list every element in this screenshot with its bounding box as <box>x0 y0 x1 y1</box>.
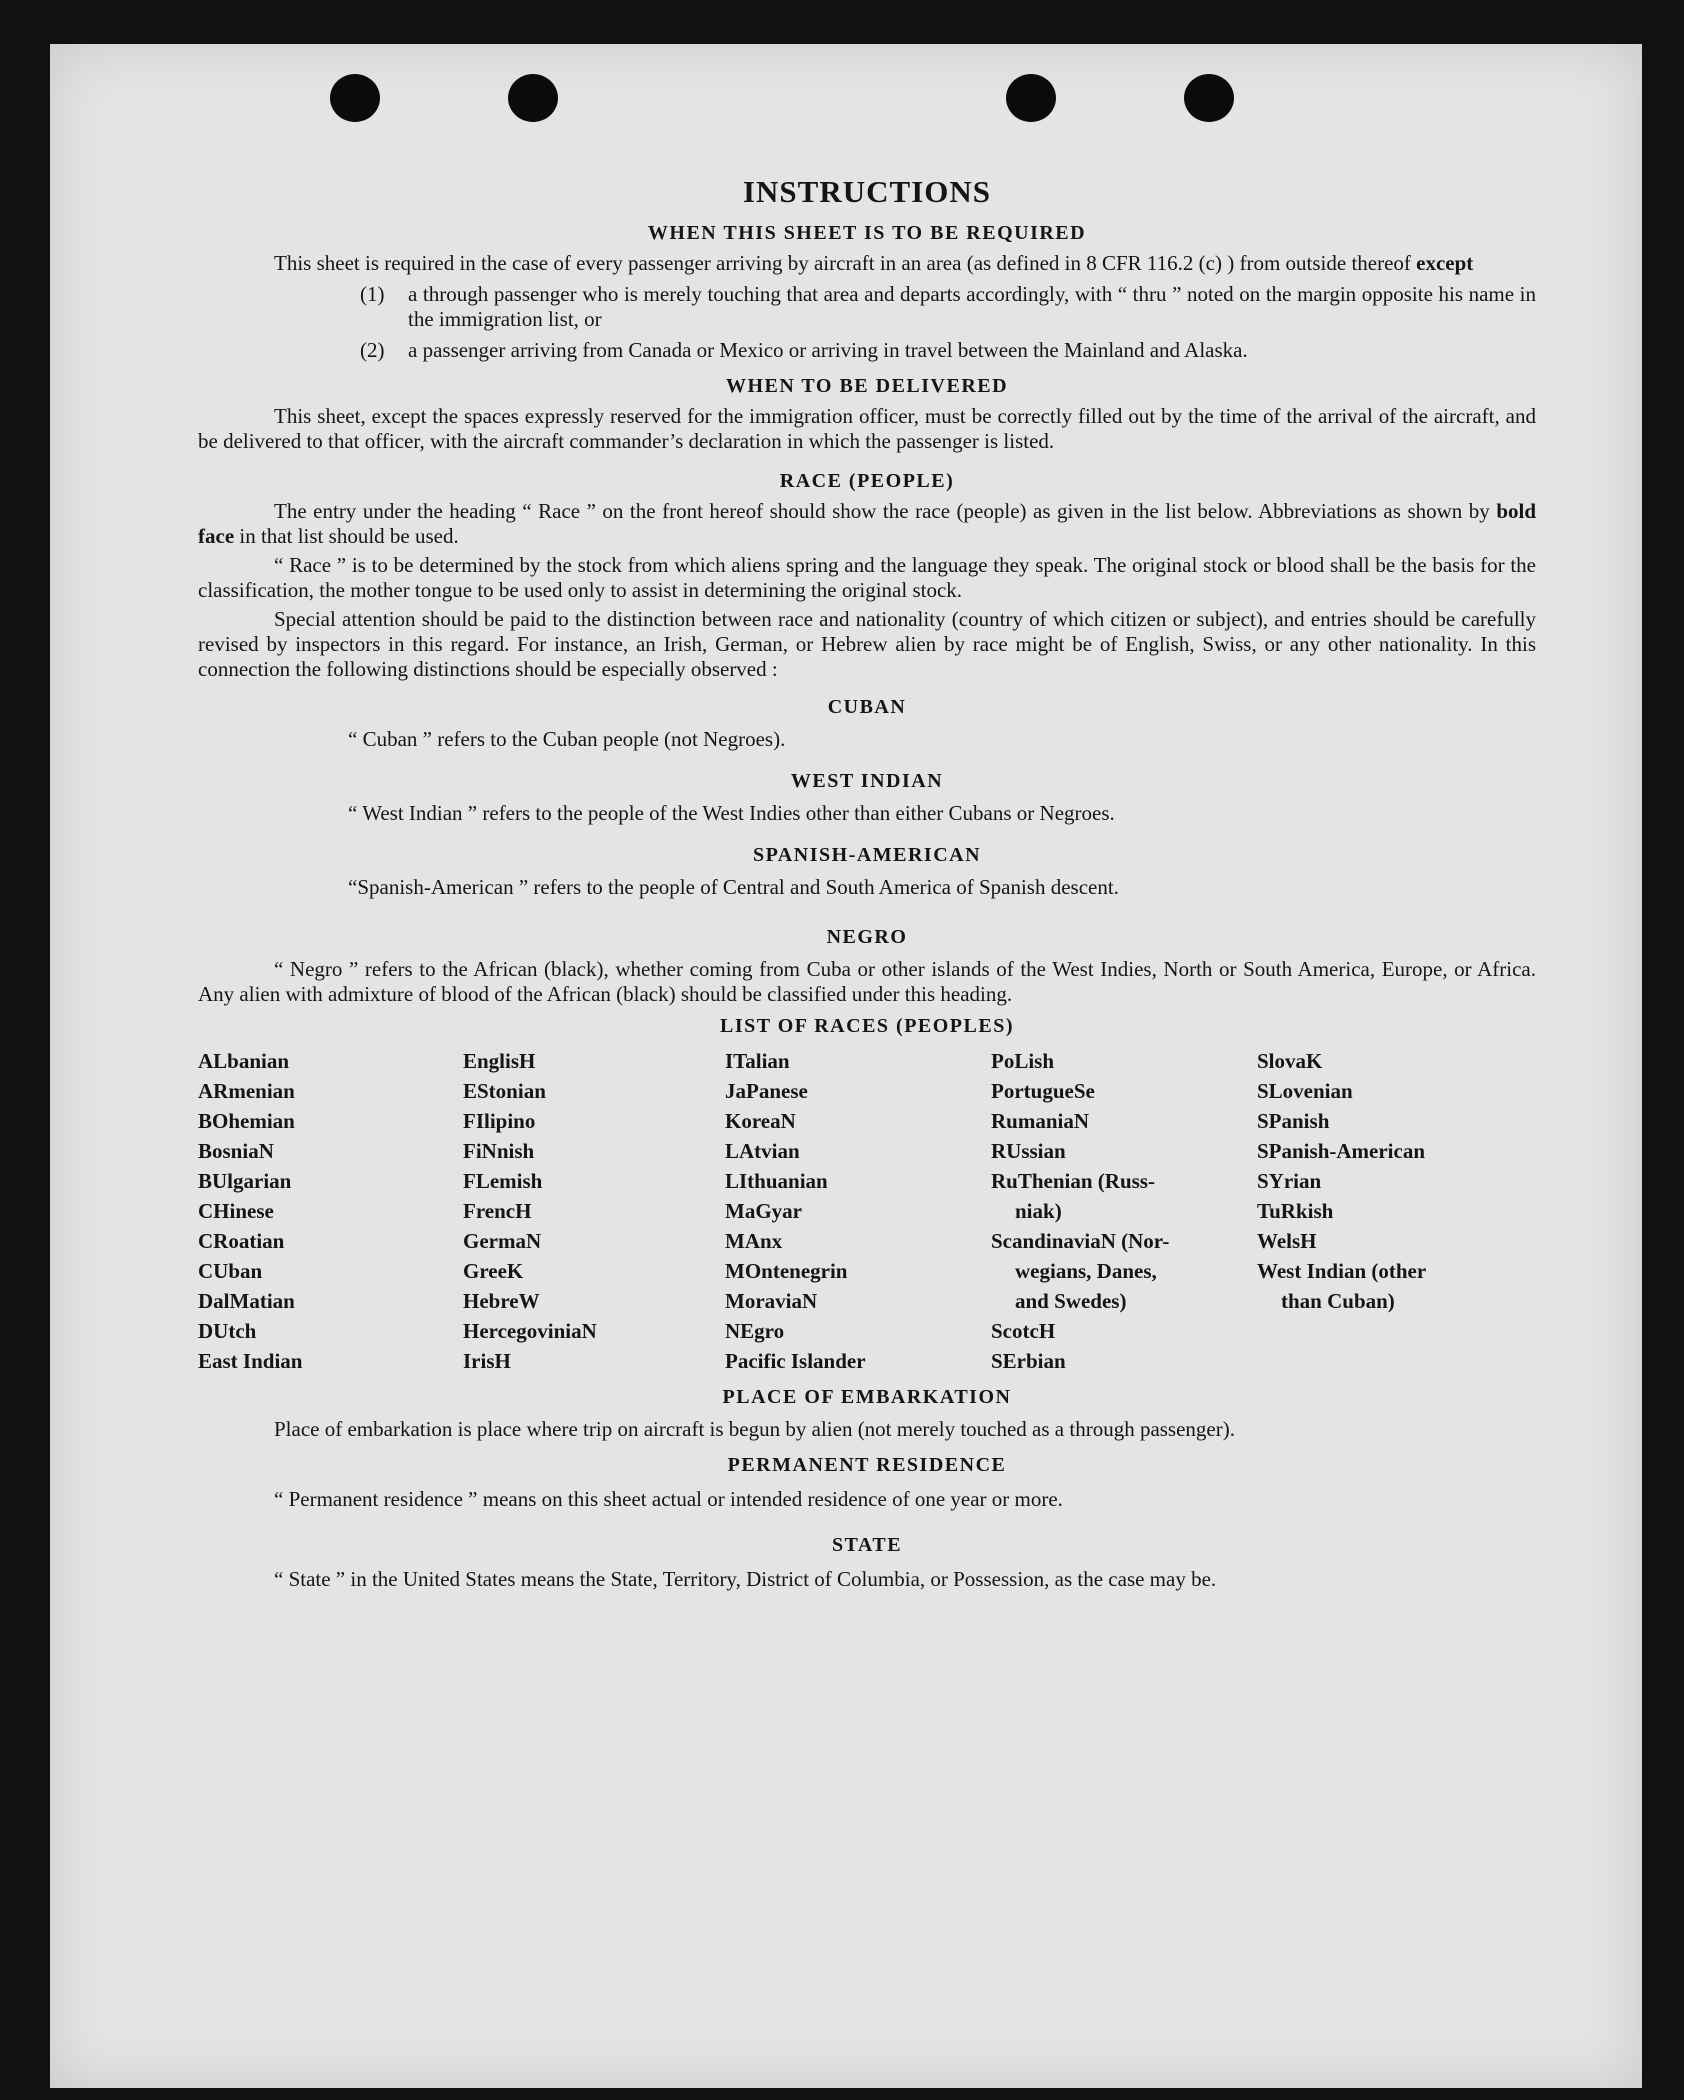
race-entry: SlovaK <box>1257 1049 1323 1073</box>
race-entry: ITalian <box>725 1049 790 1073</box>
race-paragraph-3: Special attention should be paid to the distinction between race and nationality (country of which citizen or subject), and entries should be carefully revised by inspectors in this regard. For instance, an Irish, German, or Hebrew alien by race might be of English, Swiss, or any other nationality. In this connection the following distinctions should be especially observed : <box>198 607 1536 681</box>
intro-except: except <box>1416 251 1474 275</box>
west-indian-text: “ West Indian ” refers to the people of the West Indies other than either Cubans or Negroes. <box>348 801 1115 825</box>
race-entry: DUtch <box>198 1319 257 1343</box>
section-heading-when-delivered: WHEN TO BE DELIVERED <box>725 375 1009 397</box>
race-entry: Pacific Islander <box>725 1349 866 1373</box>
exception-item <box>198 338 1536 363</box>
section-heading-place-of-embarkation: PLACE OF EMBARKATION <box>722 1386 1012 1408</box>
race-entry: HercegoviniaN <box>463 1319 597 1343</box>
section-heading-state: STATE <box>831 1534 903 1556</box>
race-entry: CRoatian <box>198 1229 285 1253</box>
race-entry: RuThenian (Russ- <box>991 1169 1155 1193</box>
race-entry: BUlgarian <box>198 1169 292 1193</box>
race-entry: LAtvian <box>725 1139 800 1163</box>
race-entry: RumaniaN <box>991 1109 1090 1133</box>
item-text: a passenger arriving from Canada or Mexico or arriving in travel between the Mainland and Alaska. <box>408 338 1248 362</box>
instruction-sheet <box>50 44 1642 2088</box>
when-required-intro <box>198 251 1536 276</box>
section-heading-west-indian: WEST INDIAN <box>790 770 944 792</box>
race-entry-continued: and Swedes) <box>1015 1289 1127 1313</box>
race-entry: IrisH <box>463 1349 511 1373</box>
race-entry: EStonian <box>463 1079 546 1103</box>
section-heading-when-required: WHEN THIS SHEET IS TO BE REQUIRED <box>647 222 1087 244</box>
race-entry: ARmenian <box>198 1079 295 1103</box>
document-body <box>198 174 1536 1592</box>
race-entry: PortugueSe <box>991 1079 1095 1103</box>
cuban-text: “ Cuban ” refers to the Cuban people (not Negroes). <box>348 727 786 751</box>
section-heading-race: RACE (PEOPLE) <box>779 470 955 492</box>
race-p1-bold: bold face <box>198 499 1537 548</box>
race-entry: PoLish <box>991 1049 1055 1073</box>
item-number: (1) <box>360 282 385 306</box>
permanent-residence-text: “ Permanent residence ” means on this sheet actual or intended residence of one year or more. <box>274 1487 1063 1511</box>
punch-hole <box>508 74 558 122</box>
races-column <box>725 1046 991 1376</box>
punch-hole <box>330 74 380 122</box>
race-entry: JaPanese <box>725 1079 808 1103</box>
race-entry: MOntenegrin <box>725 1259 848 1283</box>
race-entry: GreeK <box>463 1259 524 1283</box>
races-column <box>198 1046 463 1376</box>
race-paragraph-1 <box>198 499 1536 549</box>
race-p1-before: The entry under the heading “ Race ” on the front hereof should show the race (people) as given in the list below. Abbreviations as shown by <box>274 499 1490 523</box>
race-entry: SYrian <box>1257 1169 1322 1193</box>
race-entry: WelsH <box>1257 1229 1317 1253</box>
section-heading-negro: NEGRO <box>826 926 908 948</box>
race-entry: SErbian <box>991 1349 1066 1373</box>
race-entry: West Indian (other <box>1257 1259 1427 1283</box>
races-table <box>198 1046 1536 1376</box>
intro-text: This sheet is required in the case of every passenger arriving by aircraft in an area (as defined in 8 CFR 116.2 (c) ) from outside thereof <box>274 251 1411 275</box>
race-entry: NEgro <box>725 1319 785 1343</box>
races-column <box>1257 1046 1536 1376</box>
race-entry: DalMatian <box>198 1289 295 1313</box>
race-entry: ScotcH <box>991 1319 1056 1343</box>
race-entry: East Indian <box>198 1349 303 1373</box>
race-entry: MaGyar <box>725 1199 802 1223</box>
section-heading-cuban: CUBAN <box>827 696 907 718</box>
place-of-embarkation-text: Place of embarkation is place where trip on aircraft is begun by alien (not merely touched as a through passenger). <box>274 1417 1235 1441</box>
races-column <box>463 1046 725 1376</box>
races-column <box>991 1046 1257 1376</box>
race-entry: EnglisH <box>463 1049 536 1073</box>
section-heading-list-of-races: LIST OF RACES (PEOPLES) <box>719 1015 1014 1037</box>
race-entry: ALbanian <box>198 1049 290 1073</box>
section-heading-permanent-residence: PERMANENT RESIDENCE <box>727 1454 1007 1476</box>
race-entry: CUban <box>198 1259 263 1283</box>
page-title: INSTRUCTIONS <box>742 174 991 209</box>
race-entry: SPanish-American <box>1257 1139 1425 1163</box>
race-entry: SLovenian <box>1257 1079 1353 1103</box>
race-entry: FIlipino <box>463 1109 536 1133</box>
exception-item <box>198 282 1536 332</box>
race-entry-continued: than Cuban) <box>1281 1289 1395 1313</box>
item-number: (2) <box>360 338 385 362</box>
race-p1-after: in that list should be used. <box>239 524 459 548</box>
race-entry: CHinese <box>198 1199 274 1223</box>
race-entry-continued: wegians, Danes, <box>1015 1259 1157 1283</box>
state-text: “ State ” in the United States means the State, Territory, District of Columbia, or Possession, as the case may be. <box>274 1567 1217 1591</box>
race-entry: LIthuanian <box>725 1169 828 1193</box>
race-entry: MAnx <box>725 1229 783 1253</box>
race-entry: FiNnish <box>463 1139 535 1163</box>
negro-text: “ Negro ” refers to the African (black), whether coming from Cuba or other islands of the West Indies, North or South America, Europe, or Africa. Any alien with admixture of blood of the African (black) should be classified under this heading. <box>198 957 1536 1006</box>
punch-hole <box>1006 74 1056 122</box>
race-entry: GermaN <box>463 1229 542 1253</box>
item-text: a through passenger who is merely touching that area and departs accordingly, with “ thru ” noted on the margin opposite his name in the immigration list, or <box>408 282 1536 331</box>
race-entry-continued: niak) <box>1015 1199 1062 1223</box>
race-entry: BOhemian <box>198 1109 295 1133</box>
race-paragraph-2: “ Race ” is to be determined by the stock from which aliens spring and the language they speak. The original stock or blood shall be the basis for the classification, the mother tongue to be used only to assist in determining the original stock. <box>198 553 1536 602</box>
when-delivered-text: This sheet, except the spaces expressly reserved for the immigration officer, must be correctly filled out by the time of the arrival of the aircraft, and be delivered to that officer, with the aircraft commander’s declaration in which the passenger is listed. <box>198 404 1536 453</box>
section-heading-spanish-american: SPANISH-AMERICAN <box>752 844 982 866</box>
race-entry: RUssian <box>991 1139 1066 1163</box>
race-entry: FrencH <box>463 1199 532 1223</box>
race-entry: MoraviaN <box>725 1289 818 1313</box>
race-entry: SPanish <box>1257 1109 1330 1133</box>
spanish-american-text: “Spanish-American ” refers to the people of Central and South America of Spanish descent. <box>348 875 1119 899</box>
race-entry: KoreaN <box>725 1109 796 1133</box>
race-entry: FLemish <box>463 1169 543 1193</box>
race-entry: BosniaN <box>198 1139 274 1163</box>
race-entry: ScandinaviaN (Nor- <box>991 1229 1170 1253</box>
race-entry: HebreW <box>463 1289 540 1313</box>
race-entry: TuRkish <box>1257 1199 1334 1223</box>
punch-hole <box>1184 74 1234 122</box>
